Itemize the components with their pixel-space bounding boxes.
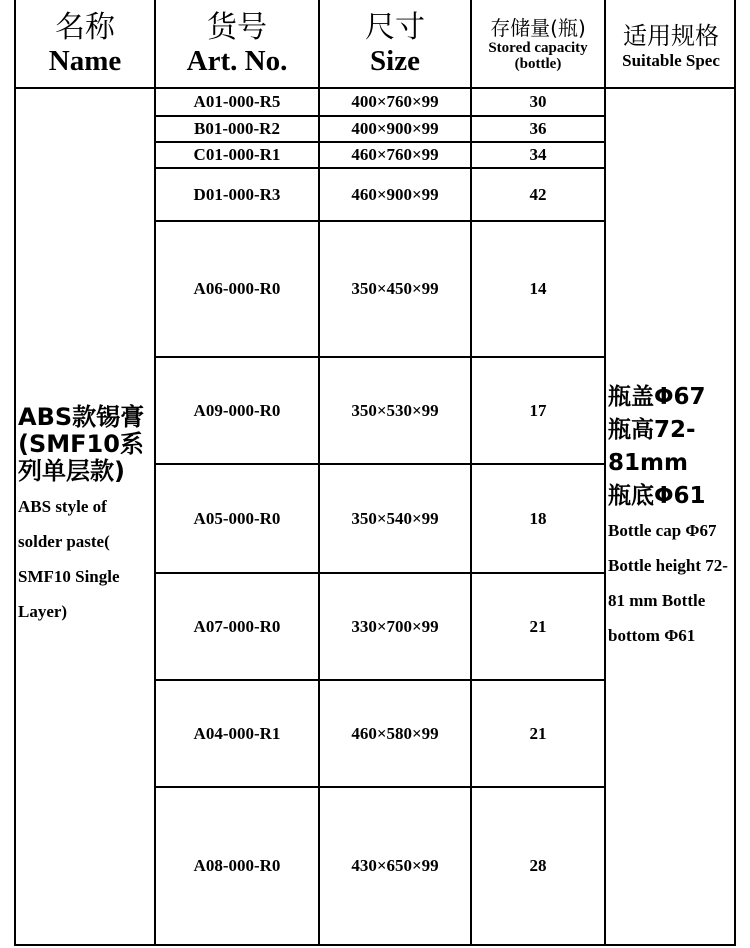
name-cell xyxy=(16,89,154,944)
spec-en: Bottle cap Φ67 Bottle height 72-81 mm Bottle bottom Φ61 xyxy=(608,520,728,645)
capacity-cell: 21 xyxy=(529,616,547,636)
header-art-en: Art. No. xyxy=(186,44,288,77)
capacity-cell: 28 xyxy=(529,856,547,875)
header-size-cn: 尺寸 xyxy=(365,9,425,45)
header-art-cn: 货号 xyxy=(207,9,267,45)
capacity-cell: 36 xyxy=(529,119,547,138)
name-en: ABS style of solder paste( SMF10 Single Layer) xyxy=(18,497,120,621)
size-cell: 460×900×99 xyxy=(351,184,439,204)
art-no-cell: A01-000-R5 xyxy=(193,92,281,111)
capacity-cell: 18 xyxy=(529,508,547,528)
header-spec xyxy=(606,0,736,87)
header-spec-en: Suitable Spec xyxy=(622,50,720,70)
size-cell: 430×650×99 xyxy=(351,856,439,875)
header-capacity xyxy=(472,0,604,87)
capacity-cell: 34 xyxy=(529,145,547,164)
capacity-cell: 42 xyxy=(529,184,547,204)
name-cn: ABS款锡膏(SMF10系列单层款) xyxy=(18,403,145,485)
spec-cn-line: 瓶底Φ61 xyxy=(608,482,706,509)
art-no-cell: A07-000-R0 xyxy=(193,616,281,636)
header-art-no xyxy=(156,0,318,87)
capacity-cell: 30 xyxy=(529,92,547,111)
spec-cn-line: 瓶盖Φ67 xyxy=(608,383,706,410)
art-no-cell: A08-000-R0 xyxy=(193,856,281,875)
size-cell: 460×760×99 xyxy=(351,145,439,164)
size-cell: 460×580×99 xyxy=(351,723,439,743)
art-no-cell: A05-000-R0 xyxy=(193,508,281,528)
size-cell: 350×530×99 xyxy=(351,400,439,420)
spec-cn-line: 瓶高72-81mm xyxy=(608,416,696,476)
header-name-en: Name xyxy=(48,44,122,77)
capacity-cell: 21 xyxy=(529,723,547,743)
header-size-en: Size xyxy=(370,44,420,77)
size-cell: 350×450×99 xyxy=(351,279,439,298)
size-cell: 400×760×99 xyxy=(351,92,439,111)
header-cap-en2: (bottle) xyxy=(514,55,562,72)
spec-cell xyxy=(606,89,736,944)
capacity-cell: 17 xyxy=(529,400,547,420)
art-no-cell: C01-000-R1 xyxy=(193,145,281,164)
header-size xyxy=(320,0,470,87)
product-table xyxy=(14,0,736,946)
header-name xyxy=(16,0,154,87)
art-no-cell: A09-000-R0 xyxy=(193,400,281,420)
header-spec-cn: 适用规格 xyxy=(623,21,719,50)
size-cell: 400×900×99 xyxy=(351,119,439,138)
art-no-cell: A04-000-R1 xyxy=(193,723,281,743)
size-cell: 330×700×99 xyxy=(351,616,439,636)
art-no-cell: D01-000-R3 xyxy=(193,184,281,204)
size-cell: 350×540×99 xyxy=(351,508,439,528)
art-no-cell: A06-000-R0 xyxy=(193,279,281,298)
art-no-cell: B01-000-R2 xyxy=(194,119,280,138)
header-name-cn: 名称 xyxy=(55,9,115,45)
header-cap-cn: 存储量(瓶) xyxy=(490,15,586,40)
header-cap-en1: Stored capacity xyxy=(488,39,588,56)
capacity-cell: 14 xyxy=(529,279,547,298)
